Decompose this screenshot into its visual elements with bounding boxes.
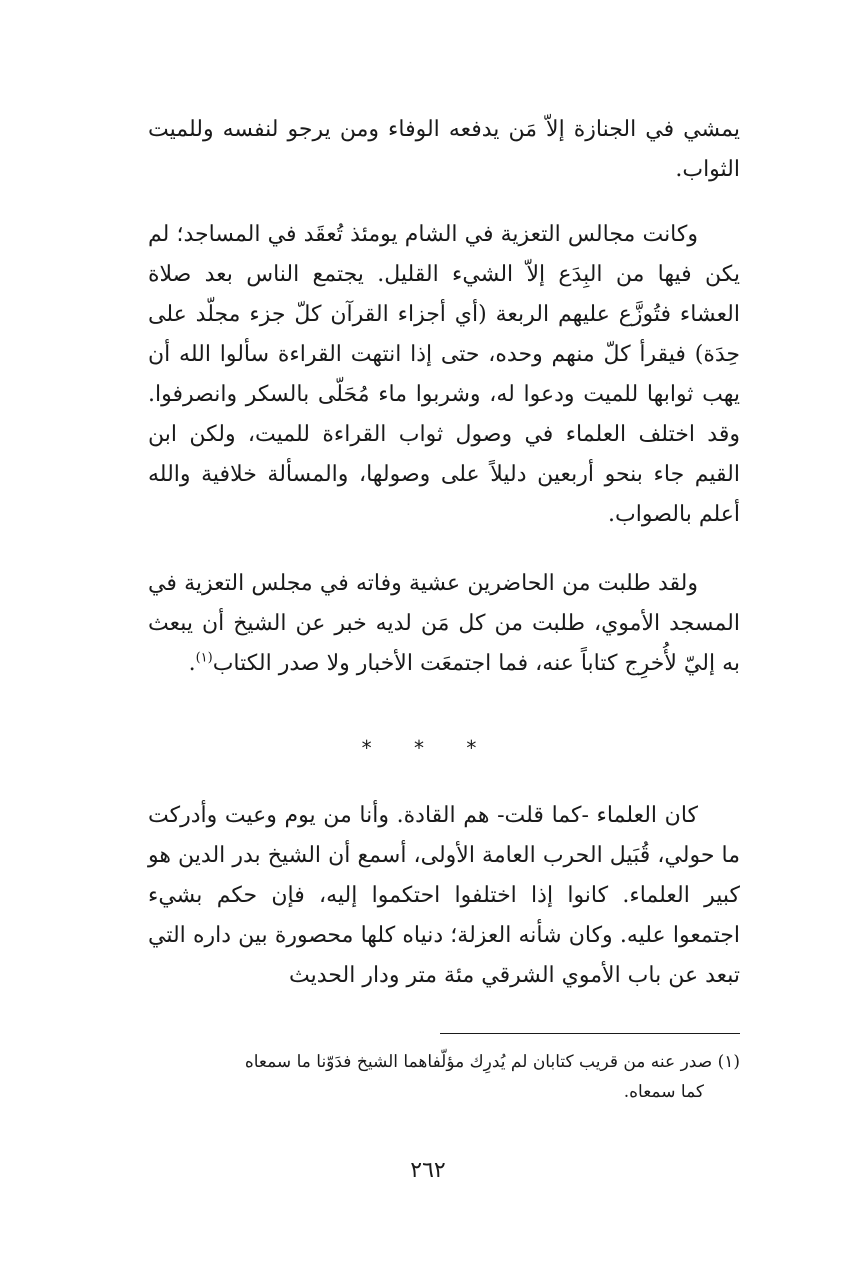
footnote-line-1: صدر عنه من قريب كتابان لم يُدرِك مؤلّفاهما الشيخ فدَوّنا ما سمعاه (244, 1052, 713, 1072)
footnote (148, 1047, 740, 1107)
footnote-divider (440, 1033, 740, 1034)
paragraph-3-text: ولقد طلبت من الحاضرين عشية وفاته في مجلس التعزية في المسجد الأموي، طلبت من كل مَن لديه خبر عن الشيخ أن يبعث به إليّ لأُخرِج كتاباً عنه، فما اجتمعَت الأخبار ولا صدر الكتاب (148, 571, 740, 676)
footnote-reference[interactable]: (١) (195, 650, 213, 666)
section-separator: * * * (361, 736, 495, 760)
paragraph-3-end: . (188, 651, 196, 676)
paragraph-4: كان العلماء -كما قلت- هم القادة. وأنا من يوم وعيت وأدركت ما حولي، قُبَيل الحرب العامة الأولى، أسمع أن الشيخ بدر الدين هو كبير العلماء. كانوا إذا اختلفوا احتكموا إليه، فإن حكم بشيء اجتمعوا عليه. وكان شأنه العزلة؛ دنياه كلها محصورة بين داره التي تبعد عن باب الأموي الشرقي مئة متر ودار الحديث (148, 803, 740, 988)
paragraph-2: وكانت مجالس التعزية في الشام يومئذ تُعقَد في المساجد؛ لم يكن فيها من البِدَع إلاّ الشيء القليل. يجتمع الناس بعد صلاة العشاء فتُوزَّع عليهم الربعة (أي أجزاء القرآن كلّ جزء مجلّد على حِدَة) فيقرأ كلّ منهم وحده، حتى إذا انتهت القراءة سألوا الله أن يهب ثوابها للميت ودعوا له، وشربوا ماء مُحَلّى بالسكر وانصرفوا. وقد اختلف العلماء في وصول ثواب القراءة للميت، ولكن ابن القيم جاء بنحو أربعين دليلاً على وصولها، والمسألة خلافية والله أعلم بالصواب. (148, 222, 740, 527)
paragraph-3 (148, 564, 740, 684)
page-number: ٢٦٢ (410, 1158, 446, 1183)
footnote-number: (١) (717, 1052, 740, 1072)
footnote-line-2: كما سمعاه. (623, 1082, 704, 1102)
paragraph-1: يمشي في الجنازة إلاّ مَن يدفعه الوفاء ومن يرجو لنفسه وللميت الثواب. (148, 117, 740, 182)
